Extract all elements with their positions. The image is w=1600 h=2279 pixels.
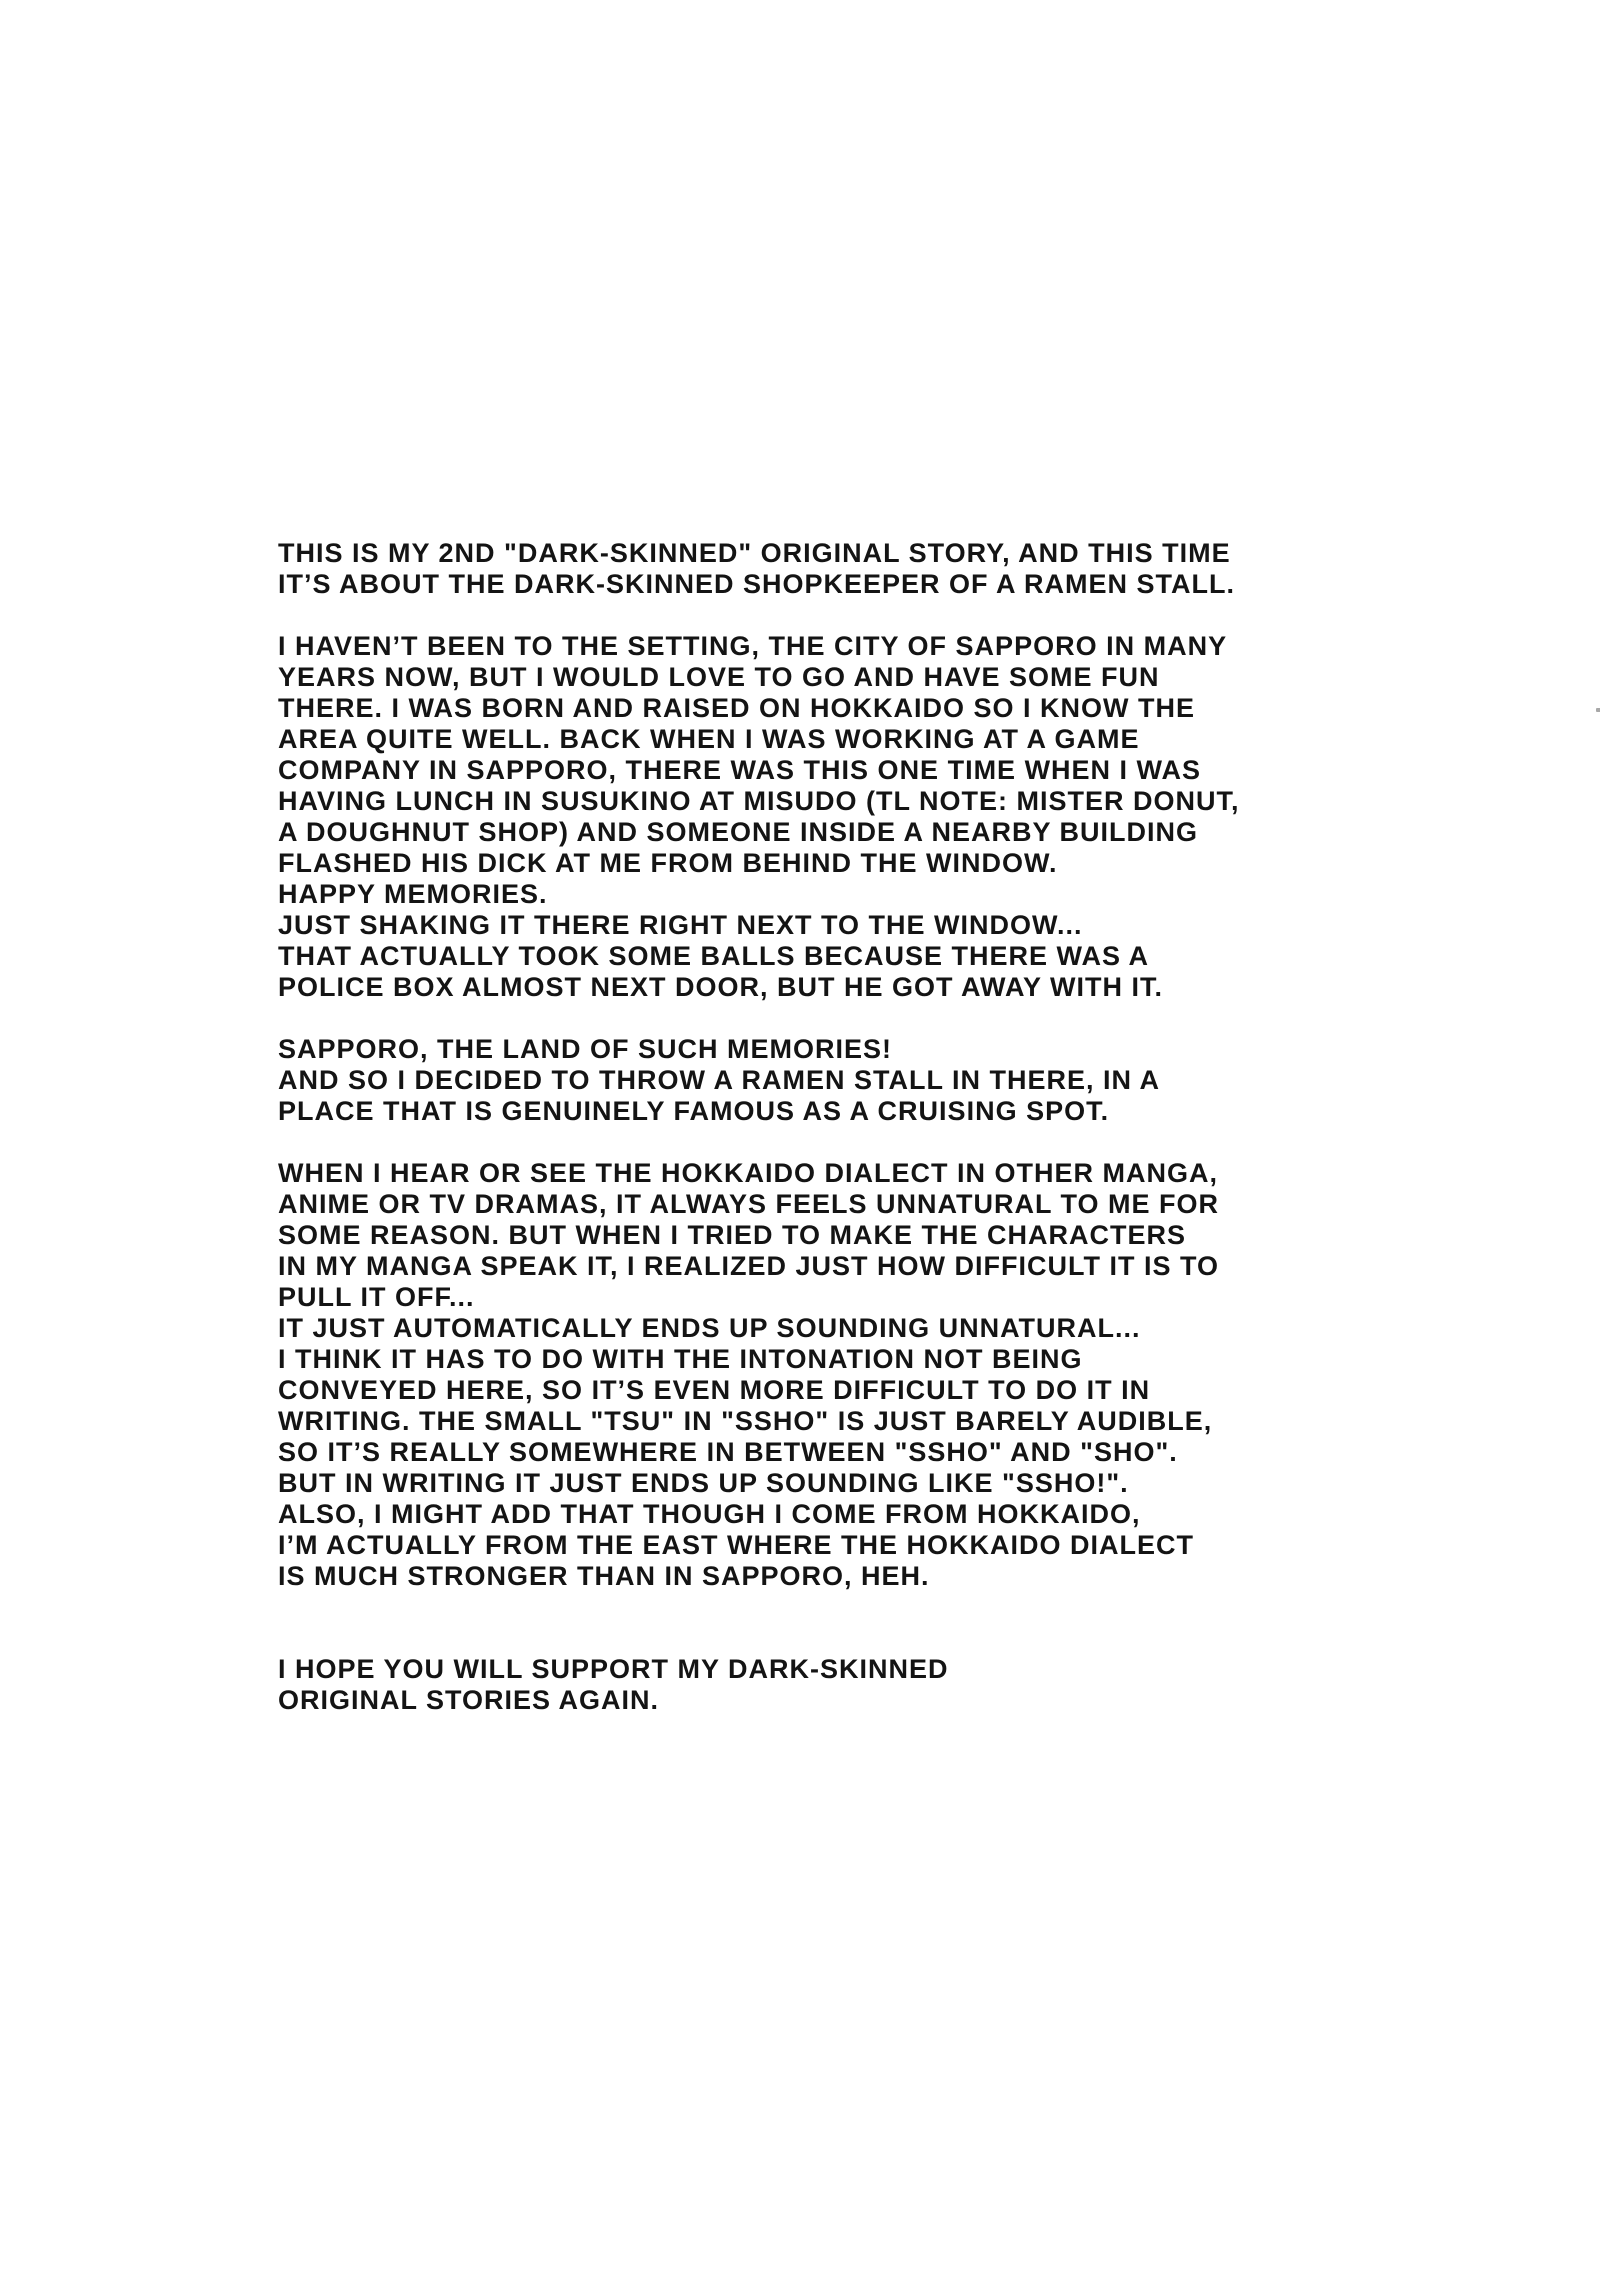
text-line: ORIGINAL STORIES AGAIN. xyxy=(278,1685,660,1715)
text-line: I THINK IT HAS TO DO WITH THE INTONATION NOT BEING xyxy=(278,1344,1083,1374)
text-line: ALSO, I MIGHT ADD THAT THOUGH I COME FROM HOKKAIDO, xyxy=(278,1499,1141,1529)
text-line: A DOUGHNUT SHOP) AND SOMEONE INSIDE A NEARBY BUILDING xyxy=(278,817,1199,847)
text-line: BUT IN WRITING IT JUST ENDS UP SOUNDING LIKE "SSHO!". xyxy=(278,1468,1129,1498)
text-line: HAPPY MEMORIES. xyxy=(278,879,548,909)
text-line: I HOPE YOU WILL SUPPORT MY DARK-SKINNED xyxy=(278,1654,949,1684)
text-line: HAVING LUNCH IN SUSUKINO AT MISUDO (TL NOTE: MISTER DONUT, xyxy=(278,786,1240,816)
text-line: IT JUST AUTOMATICALLY ENDS UP SOUNDING UNNATURAL... xyxy=(278,1313,1141,1343)
paragraph xyxy=(278,1158,1438,1592)
text-line: POLICE BOX ALMOST NEXT DOOR, BUT HE GOT AWAY WITH IT. xyxy=(278,972,1164,1002)
text-line: YEARS NOW, BUT I WOULD LOVE TO GO AND HAVE SOME FUN xyxy=(278,662,1160,692)
paragraph xyxy=(278,631,1438,1003)
paragraph xyxy=(278,1654,1438,1716)
afterword-text-block xyxy=(278,538,1438,1716)
text-line: SAPPORO, THE LAND OF SUCH MEMORIES! xyxy=(278,1034,893,1064)
paragraph xyxy=(278,538,1438,600)
text-line: ANIME OR TV DRAMAS, IT ALWAYS FEELS UNNATURAL TO ME FOR xyxy=(278,1189,1220,1219)
text-line: I’M ACTUALLY FROM THE EAST WHERE THE HOKKAIDO DIALECT xyxy=(278,1530,1194,1560)
text-line: THAT ACTUALLY TOOK SOME BALLS BECAUSE THERE WAS A xyxy=(278,941,1150,971)
text-line: THIS IS MY 2ND "DARK-SKINNED" ORIGINAL STORY, AND THIS TIME xyxy=(278,538,1231,568)
text-line: PLACE THAT IS GENUINELY FAMOUS AS A CRUISING SPOT. xyxy=(278,1096,1110,1126)
text-line: SOME REASON. BUT WHEN I TRIED TO MAKE THE CHARACTERS xyxy=(278,1220,1187,1250)
scan-artifact-speck xyxy=(1596,708,1600,712)
text-line: WHEN I HEAR OR SEE THE HOKKAIDO DIALECT IN OTHER MANGA, xyxy=(278,1158,1219,1188)
text-line: JUST SHAKING IT THERE RIGHT NEXT TO THE WINDOW... xyxy=(278,910,1083,940)
text-line: I HAVEN’T BEEN TO THE SETTING, THE CITY OF SAPPORO IN MANY xyxy=(278,631,1228,661)
text-line: IN MY MANGA SPEAK IT, I REALIZED JUST HOW DIFFICULT IT IS TO xyxy=(278,1251,1220,1281)
text-line: FLASHED HIS DICK AT ME FROM BEHIND THE WINDOW. xyxy=(278,848,1058,878)
text-line: CONVEYED HERE, SO IT’S EVEN MORE DIFFICULT TO DO IT IN xyxy=(278,1375,1151,1405)
text-line: PULL IT OFF... xyxy=(278,1282,475,1312)
text-line: WRITING. THE SMALL "TSU" IN "SSHO" IS JUST BARELY AUDIBLE, xyxy=(278,1406,1213,1436)
text-line: THERE. I WAS BORN AND RAISED ON HOKKAIDO SO I KNOW THE xyxy=(278,693,1196,723)
text-line: SO IT’S REALLY SOMEWHERE IN BETWEEN "SSHO" AND "SHO". xyxy=(278,1437,1178,1467)
text-line: IS MUCH STRONGER THAN IN SAPPORO, HEH. xyxy=(278,1561,930,1591)
text-line: AREA QUITE WELL. BACK WHEN I WAS WORKING AT A GAME xyxy=(278,724,1140,754)
text-line: AND SO I DECIDED TO THROW A RAMEN STALL IN THERE, IN A xyxy=(278,1065,1161,1095)
text-line: IT’S ABOUT THE DARK-SKINNED SHOPKEEPER OF A RAMEN STALL. xyxy=(278,569,1236,599)
text-line: COMPANY IN SAPPORO, THERE WAS THIS ONE TIME WHEN I WAS xyxy=(278,755,1202,785)
paragraph xyxy=(278,1034,1438,1127)
